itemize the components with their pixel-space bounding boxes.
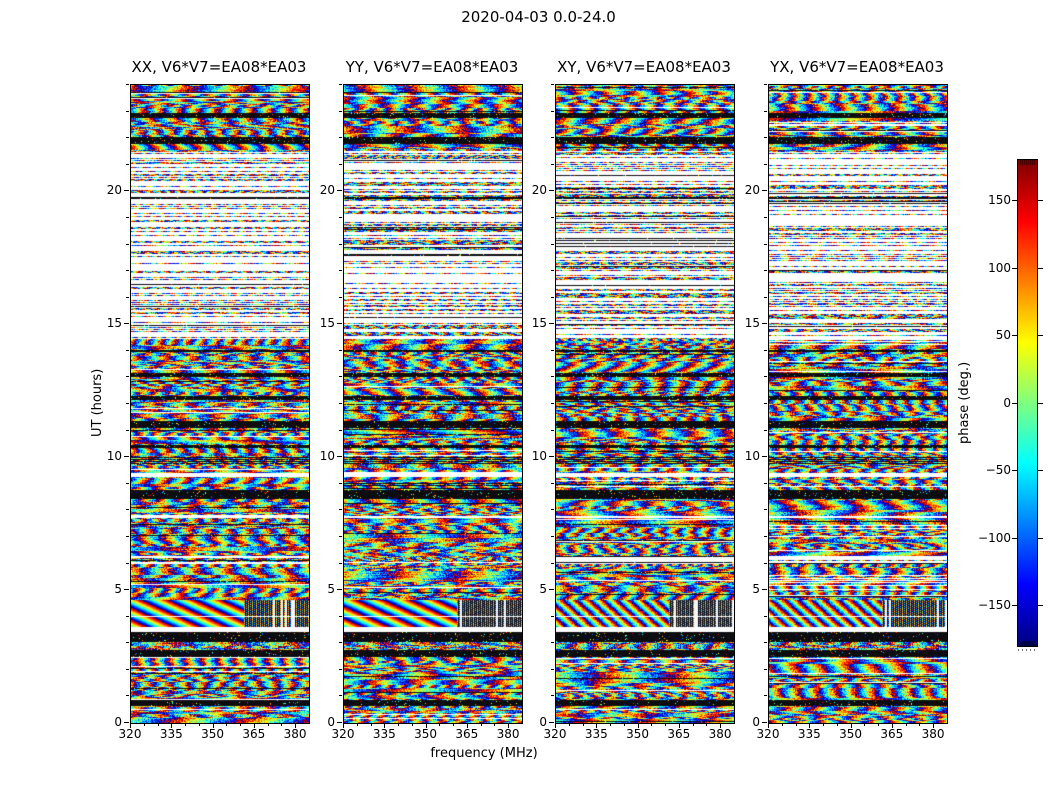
y-minor-tick-mark [764, 244, 767, 245]
x-tick-label: 335 [584, 727, 608, 741]
x-axis-label: frequency (MHz) [430, 746, 538, 761]
y-tick-mark [337, 722, 342, 723]
y-minor-tick-mark [126, 244, 129, 245]
y-axis-label: UT (hours) [90, 368, 105, 438]
y-minor-tick-mark [126, 642, 129, 643]
x-minor-tick-mark [878, 723, 879, 726]
y-minor-tick-mark [764, 376, 767, 377]
y-tick-mark [337, 190, 342, 191]
colorbar-extend-dots [1018, 649, 1037, 651]
y-tick-mark [124, 190, 129, 191]
x-tick-label: 365 [455, 727, 479, 741]
x-minor-tick-mark [144, 723, 145, 726]
y-minor-tick-mark [339, 669, 342, 670]
colorbar-tick-label: 100 [988, 260, 1011, 275]
x-tick-label: 380 [921, 727, 945, 741]
x-minor-tick-mark [439, 723, 440, 726]
panel-title-yy: YY, V6*V7=EA08*EA03 [345, 58, 519, 76]
y-tick-label: 5 [539, 582, 547, 597]
x-tick-label: 320 [543, 727, 567, 741]
x-minor-tick-mark [494, 723, 495, 726]
y-minor-tick-mark [764, 84, 767, 85]
y-tick-label: 0 [327, 715, 335, 729]
panel-title-xx: XX, V6*V7=EA08*EA03 [131, 58, 307, 76]
y-tick-mark [124, 323, 129, 324]
waterfall-canvas-xy [556, 85, 734, 723]
y-minor-tick-mark [126, 509, 129, 510]
y-tick-label: 20 [531, 183, 547, 198]
colorbar-tick-mark [1012, 538, 1017, 539]
y-tick-mark [549, 323, 554, 324]
y-minor-tick-mark [339, 376, 342, 377]
colorbar-tick-mark [1038, 605, 1043, 606]
panel-xy [555, 84, 735, 724]
y-tick-label: 10 [744, 449, 760, 464]
y-minor-tick-mark [551, 695, 554, 696]
y-minor-tick-mark [339, 563, 342, 564]
x-minor-tick-mark [583, 723, 584, 726]
y-minor-tick-mark [339, 430, 342, 431]
y-minor-tick-mark [764, 536, 767, 537]
y-tick-label: 15 [106, 316, 122, 331]
y-minor-tick-mark [764, 616, 767, 617]
colorbar-tick-mark [1012, 403, 1017, 404]
x-tick-label: 380 [283, 727, 307, 741]
y-minor-tick-mark [764, 217, 767, 218]
x-minor-tick-mark [906, 723, 907, 726]
x-minor-tick-mark [412, 723, 413, 726]
y-minor-tick-mark [764, 563, 767, 564]
y-minor-tick-mark [764, 509, 767, 510]
x-tick-label: 335 [372, 727, 396, 741]
y-tick-label: 0 [752, 715, 760, 729]
y-minor-tick-mark [126, 270, 129, 271]
y-minor-tick-mark [551, 509, 554, 510]
colorbar-tick-mark [1012, 335, 1017, 336]
y-tick-label: 0 [114, 715, 122, 729]
colorbar-frame [1017, 159, 1038, 647]
y-minor-tick-mark [339, 244, 342, 245]
y-minor-tick-mark [551, 244, 554, 245]
colorbar-tick-mark [1038, 200, 1043, 201]
y-minor-tick-mark [339, 616, 342, 617]
y-minor-tick-mark [551, 84, 554, 85]
y-minor-tick-mark [126, 483, 129, 484]
colorbar-tick-label: −150 [978, 598, 1011, 612]
x-minor-tick-mark [281, 723, 282, 726]
y-minor-tick-mark [126, 616, 129, 617]
x-minor-tick-mark [610, 723, 611, 726]
y-minor-tick-mark [764, 270, 767, 271]
y-tick-label: 10 [531, 449, 547, 464]
x-tick-label: 365 [242, 727, 266, 741]
x-minor-tick-mark [837, 723, 838, 726]
colorbar-tick-mark [1012, 268, 1017, 269]
colorbar-tick-mark [1038, 268, 1043, 269]
panel-yx [768, 84, 948, 724]
x-minor-tick-mark [268, 723, 269, 726]
y-tick-mark [337, 589, 342, 590]
panel-yy [343, 84, 523, 724]
y-tick-mark [762, 323, 767, 324]
colorbar-tick-label: 0 [1003, 395, 1011, 410]
y-tick-mark [549, 190, 554, 191]
x-tick-label: 320 [756, 727, 780, 741]
y-minor-tick-mark [551, 270, 554, 271]
y-minor-tick-mark [551, 137, 554, 138]
y-minor-tick-mark [339, 164, 342, 165]
y-minor-tick-mark [339, 270, 342, 271]
waterfall-canvas-yx [769, 85, 947, 723]
y-tick-label: 20 [106, 183, 122, 198]
y-tick-label: 5 [327, 582, 335, 597]
y-minor-tick-mark [339, 297, 342, 298]
x-minor-tick-mark [371, 723, 372, 726]
panel-xx [130, 84, 310, 724]
y-minor-tick-mark [764, 483, 767, 484]
waterfall-canvas-yy [344, 85, 522, 723]
x-tick-label: 350 [839, 727, 862, 741]
x-minor-tick-mark [569, 723, 570, 726]
colorbar-tick-label: −50 [985, 463, 1011, 477]
y-minor-tick-mark [764, 137, 767, 138]
y-tick-label: 5 [752, 582, 760, 597]
colorbar-tick-mark [1038, 470, 1043, 471]
y-tick-label: 10 [319, 449, 335, 464]
x-minor-tick-mark [651, 723, 652, 726]
y-minor-tick-mark [339, 350, 342, 351]
y-tick-mark [762, 722, 767, 723]
y-minor-tick-mark [551, 217, 554, 218]
x-minor-tick-mark [240, 723, 241, 726]
y-minor-tick-mark [551, 111, 554, 112]
y-minor-tick-mark [551, 536, 554, 537]
colorbar-tick-mark [1012, 470, 1017, 471]
y-minor-tick-mark [126, 111, 129, 112]
x-tick-label: 380 [496, 727, 520, 741]
y-minor-tick-mark [339, 403, 342, 404]
colorbar-tick-label: 150 [988, 193, 1011, 207]
y-tick-label: 0 [539, 715, 547, 729]
colorbar-tick-mark [1012, 200, 1017, 201]
colorbar-gradient [1018, 160, 1037, 646]
y-minor-tick-mark [126, 536, 129, 537]
y-minor-tick-mark [126, 403, 129, 404]
y-tick-mark [762, 190, 767, 191]
x-tick-label: 320 [118, 727, 142, 741]
figure-title: 2020-04-03 0.0-24.0 [461, 8, 616, 26]
y-tick-mark [549, 589, 554, 590]
y-tick-label: 15 [744, 316, 760, 331]
y-minor-tick-mark [339, 483, 342, 484]
y-minor-tick-mark [764, 430, 767, 431]
y-minor-tick-mark [551, 483, 554, 484]
y-minor-tick-mark [764, 695, 767, 696]
y-minor-tick-mark [764, 403, 767, 404]
y-tick-mark [124, 722, 129, 723]
x-minor-tick-mark [158, 723, 159, 726]
y-minor-tick-mark [339, 536, 342, 537]
y-minor-tick-mark [126, 84, 129, 85]
colorbar-label: phase (deg.) [957, 361, 972, 445]
y-minor-tick-mark [126, 164, 129, 165]
y-minor-tick-mark [764, 642, 767, 643]
y-tick-mark [549, 456, 554, 457]
y-minor-tick-mark [126, 430, 129, 431]
y-minor-tick-mark [764, 669, 767, 670]
x-tick-label: 335 [797, 727, 821, 741]
y-tick-mark [124, 589, 129, 590]
x-tick-label: 320 [331, 727, 355, 741]
y-minor-tick-mark [339, 84, 342, 85]
x-minor-tick-mark [624, 723, 625, 726]
y-minor-tick-mark [339, 111, 342, 112]
x-minor-tick-mark [185, 723, 186, 726]
y-tick-mark [549, 722, 554, 723]
x-minor-tick-mark [226, 723, 227, 726]
colorbar-tick-label: 50 [995, 328, 1011, 342]
y-minor-tick-mark [551, 563, 554, 564]
y-minor-tick-mark [551, 164, 554, 165]
y-tick-mark [337, 323, 342, 324]
colorbar-tick-mark [1012, 605, 1017, 606]
x-tick-label: 365 [667, 727, 691, 741]
x-minor-tick-mark [481, 723, 482, 726]
y-minor-tick-mark [551, 642, 554, 643]
y-tick-mark [762, 456, 767, 457]
x-minor-tick-mark [864, 723, 865, 726]
x-minor-tick-mark [398, 723, 399, 726]
x-minor-tick-mark [199, 723, 200, 726]
y-minor-tick-mark [339, 137, 342, 138]
x-minor-tick-mark [665, 723, 666, 726]
y-tick-mark [337, 456, 342, 457]
y-minor-tick-mark [551, 616, 554, 617]
y-minor-tick-mark [126, 217, 129, 218]
x-tick-label: 335 [159, 727, 183, 741]
y-minor-tick-mark [339, 695, 342, 696]
y-tick-mark [762, 589, 767, 590]
y-minor-tick-mark [764, 350, 767, 351]
colorbar-tick-mark [1038, 538, 1043, 539]
y-minor-tick-mark [764, 111, 767, 112]
y-tick-label: 20 [744, 183, 760, 198]
y-minor-tick-mark [764, 297, 767, 298]
colorbar-tick-label: −100 [978, 530, 1011, 545]
x-minor-tick-mark [823, 723, 824, 726]
y-minor-tick-mark [126, 669, 129, 670]
x-tick-label: 380 [708, 727, 732, 741]
y-minor-tick-mark [551, 376, 554, 377]
y-minor-tick-mark [126, 350, 129, 351]
y-minor-tick-mark [126, 376, 129, 377]
x-minor-tick-mark [782, 723, 783, 726]
waterfall-canvas-xx [131, 85, 309, 723]
y-tick-mark [124, 456, 129, 457]
x-minor-tick-mark [357, 723, 358, 726]
x-tick-label: 365 [880, 727, 904, 741]
x-minor-tick-mark [453, 723, 454, 726]
colorbar-tick-mark [1038, 335, 1043, 336]
y-minor-tick-mark [764, 164, 767, 165]
y-minor-tick-mark [126, 695, 129, 696]
y-minor-tick-mark [339, 509, 342, 510]
y-minor-tick-mark [126, 137, 129, 138]
x-minor-tick-mark [706, 723, 707, 726]
y-tick-label: 15 [319, 316, 335, 331]
x-tick-label: 350 [626, 727, 649, 741]
y-minor-tick-mark [551, 403, 554, 404]
y-tick-label: 15 [531, 316, 547, 331]
y-minor-tick-mark [126, 563, 129, 564]
x-minor-tick-mark [919, 723, 920, 726]
y-tick-label: 20 [319, 183, 335, 198]
panel-title-xy: XY, V6*V7=EA08*EA03 [557, 58, 731, 76]
y-minor-tick-mark [551, 669, 554, 670]
colorbar-tick-mark [1038, 403, 1043, 404]
y-minor-tick-mark [339, 642, 342, 643]
y-minor-tick-mark [339, 217, 342, 218]
y-minor-tick-mark [551, 350, 554, 351]
x-minor-tick-mark [796, 723, 797, 726]
x-tick-label: 350 [414, 727, 437, 741]
y-minor-tick-mark [551, 430, 554, 431]
y-minor-tick-mark [126, 297, 129, 298]
panel-title-yx: YX, V6*V7=EA08*EA03 [770, 58, 944, 76]
y-tick-label: 10 [106, 449, 122, 464]
y-minor-tick-mark [551, 297, 554, 298]
y-tick-label: 5 [114, 582, 122, 597]
x-minor-tick-mark [693, 723, 694, 726]
x-tick-label: 350 [201, 727, 224, 741]
